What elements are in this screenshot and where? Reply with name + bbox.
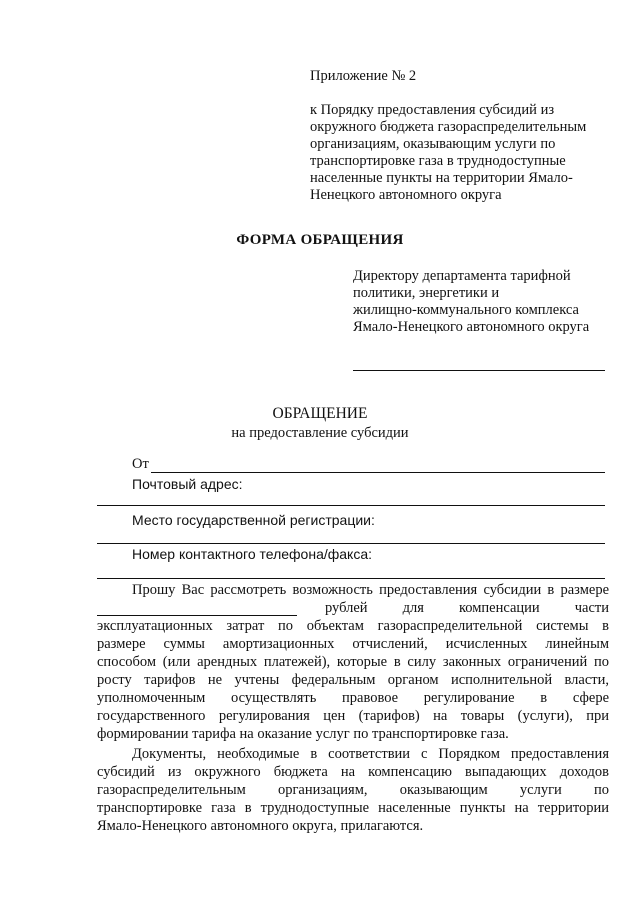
appeal-subtitle: на предоставление субсидии xyxy=(231,425,409,441)
paragraph-line: транспортировке газа в труднодоступные населенные пункты на территории xyxy=(97,800,609,816)
from-label: От xyxy=(132,456,149,472)
paragraph-line: уполномоченным осуществлять правовое регулирование в сфере xyxy=(97,690,609,706)
paragraph-line: Ямало-Ненецкого автономного округа, прилагаются. xyxy=(97,818,424,834)
appendix-line: окружного бюджета газораспределительным xyxy=(310,119,587,135)
paragraph-line: размере суммы амортизационных отчислений, исчисленных линейным xyxy=(97,636,609,652)
signature-blank-line[interactable] xyxy=(353,370,605,371)
phone-label: Номер контактного телефона/факса: xyxy=(132,546,373,562)
paragraph-line: росту тарифов не учтены федеральным органом исполнительной власти, xyxy=(97,672,609,688)
form-title: ФОРМА ОБРАЩЕНИЯ xyxy=(236,232,404,248)
registration-blank[interactable] xyxy=(97,543,605,544)
paragraph-line: формировании тарифа на оказание услуг по транспортировке газа. xyxy=(97,726,509,742)
appeal-title: ОБРАЩЕНИЕ xyxy=(272,405,368,422)
paragraph-line: Документы, необходимые в соответствии с Порядком предоставления xyxy=(132,746,609,762)
appendix-header xyxy=(310,68,610,204)
addressee-line: политики, энергетики и xyxy=(353,285,500,301)
paragraph-line: субсидий из окружного бюджета на компенсацию выпадающих доходов xyxy=(97,764,609,780)
paragraph-line: эксплуатационных затрат по объектам газораспределительной системы в xyxy=(97,618,609,634)
paragraph-line: государственного регулирования цен (тарифов) на товары (услуги), при xyxy=(97,708,609,724)
appendix-label: Приложение № 2 xyxy=(310,68,417,84)
registration-label: Место государственной регистрации: xyxy=(132,512,375,528)
paragraph-line: Прошу Вас рассмотреть возможность предоставления субсидии в размере xyxy=(132,582,609,598)
amount-blank[interactable] xyxy=(97,599,297,616)
addressee-block xyxy=(353,268,613,336)
postal-label: Почтовый адрес: xyxy=(132,476,243,492)
phone-blank[interactable] xyxy=(97,578,605,579)
appendix-line: к Порядку предоставления субсидий из xyxy=(310,102,555,118)
paragraph-request xyxy=(97,581,609,743)
from-blank[interactable] xyxy=(151,456,605,473)
appendix-line: организациям, оказывающим услуги по xyxy=(310,136,556,152)
paragraph-line: способом (или арендных платежей), которые в силу законных ограничений по xyxy=(97,654,609,670)
paragraph-documents xyxy=(97,745,609,835)
appendix-line: населенные пункты на территории Ямало- xyxy=(310,170,573,186)
appendix-line: Ненецкого автономного округа xyxy=(310,187,502,203)
from-field xyxy=(132,456,605,473)
amount-row xyxy=(97,599,609,617)
postal-blank[interactable] xyxy=(97,505,605,506)
addressee-line: жилищно-коммунального комплекса xyxy=(353,302,579,318)
addressee-line: Ямало-Ненецкого автономного округа xyxy=(353,319,590,335)
appendix-line: транспортировке газа в труднодоступные xyxy=(310,153,566,169)
paragraph-line: рублей для компенсации части xyxy=(325,600,609,616)
paragraph-line: газораспределительным организациям, оказывающим услуги по xyxy=(97,782,609,798)
addressee-line: Директору департамента тарифной xyxy=(353,268,571,284)
